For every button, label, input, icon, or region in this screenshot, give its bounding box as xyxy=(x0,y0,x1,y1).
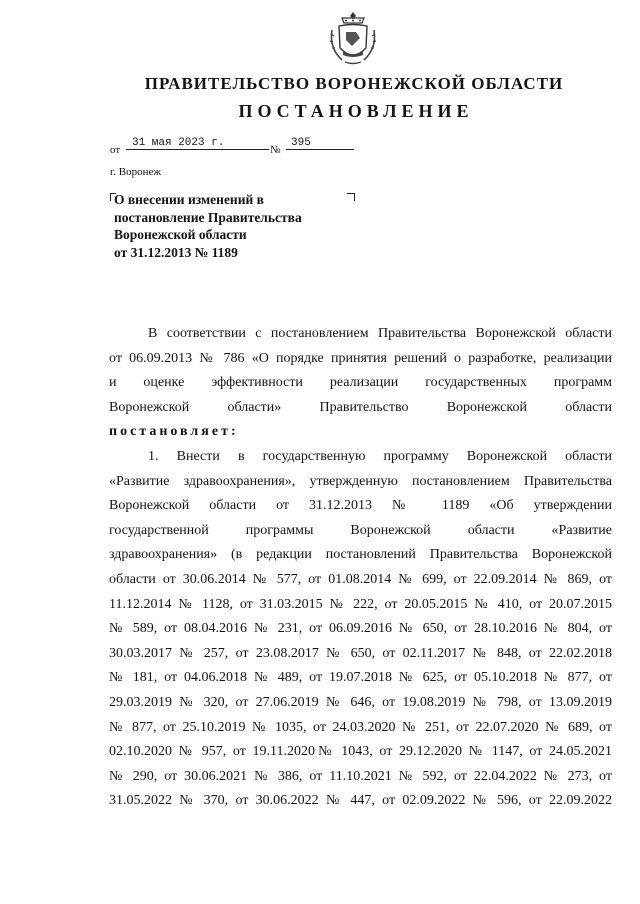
body-line: № 181, от 04.06.2018 № 489, от 19.07.2018 № 625, от 05.10.2018 № 877, от xyxy=(109,670,612,686)
body-line: государственной программы Воронежской области «Развитие xyxy=(109,522,612,538)
date-number-row xyxy=(110,137,410,157)
document-subject xyxy=(114,191,302,261)
body-line: здравоохранения» (в редакции постановлений Правительства Воронежской xyxy=(109,547,612,563)
subject-line: от 31.12.2013 № 1189 xyxy=(114,244,238,260)
body-line: 02.10.2020 № 957, от 19.11.2020№ 1043, от 29.12.2020 № 1147, от 24.05.2021 xyxy=(109,744,612,760)
number-prefix: № xyxy=(270,144,281,156)
date-prefix: от xyxy=(110,144,121,156)
issue-city: г. Воронеж xyxy=(110,166,161,178)
document-number: 395 xyxy=(286,137,354,150)
subject-line: О внесении изменений в xyxy=(114,192,264,207)
document-body xyxy=(109,322,612,814)
body-line: № 877, от 25.10.2019 № 1035, от 24.03.2020 № 251, от 22.07.2020 № 689, от xyxy=(109,719,612,735)
body-line: области от 30.06.2014 № 577, от 01.08.2014 № 699, от 22.09.2014 № 869, от xyxy=(109,571,612,587)
decree-line xyxy=(109,420,612,445)
body-line: 29.03.2019 № 320, от 27.06.2019 № 646, от 19.08.2019 № 798, от 13.09.2019 xyxy=(109,694,612,710)
government-title: ПРАВИТЕЛЬСТВО ВОРОНЕЖСКОЙ ОБЛАСТИ xyxy=(144,74,564,93)
subject-line: постановление Правительства xyxy=(114,209,302,225)
body-line: В соответствии с постановлением Правительства Воронежской области xyxy=(148,326,612,341)
decree-word: постановляет: xyxy=(109,424,239,440)
body-line: № 589, от 08.04.2016 № 231, от 06.09.2016 № 650, от 28.10.2016 № 804, от xyxy=(109,621,612,637)
body-line: от 06.09.2013 № 786 «О порядке принятия решений о разработке, реализации xyxy=(109,350,612,366)
body-line: 31.05.2022 № 370, от 30.06.2022 № 447, от 02.09.2022 № 596, от 22.09.2022 xyxy=(109,793,612,809)
body-line: 1. Внести в государственную программу Воронежской области xyxy=(148,448,612,464)
coat-of-arms-emblem xyxy=(328,10,378,68)
document-type-title: ПОСТАНОВЛЕНИЕ xyxy=(238,101,474,121)
body-line: Воронежской области» Правительство Воронежской области xyxy=(109,399,612,415)
document-date: 31 мая 2023 г. xyxy=(126,137,269,150)
subject-line: Воронежской области xyxy=(114,227,247,242)
body-line: и оценке эффективности реализации государственных программ xyxy=(109,375,612,391)
body-line: Воронежской области от 31.12.2013 № 1189 «Об утверждении xyxy=(109,498,612,514)
body-line: 30.03.2017 № 257, от 23.08.2017 № 650, от 02.11.2017 № 848, от 22.02.2018 xyxy=(109,645,612,661)
body-line: № 290, от 30.06.2021 № 386, от 11.10.2021 № 592, от 22.04.2022 № 273, от xyxy=(109,768,612,784)
body-line: «Развитие здравоохранения», утвержденную постановлением Правительства xyxy=(109,473,612,489)
body-line: 11.12.2014 № 1128, от 31.03.2015 № 222, от 20.05.2015 № 410, от 20.07.2015 xyxy=(109,596,612,612)
subject-bracket-right xyxy=(347,193,355,201)
